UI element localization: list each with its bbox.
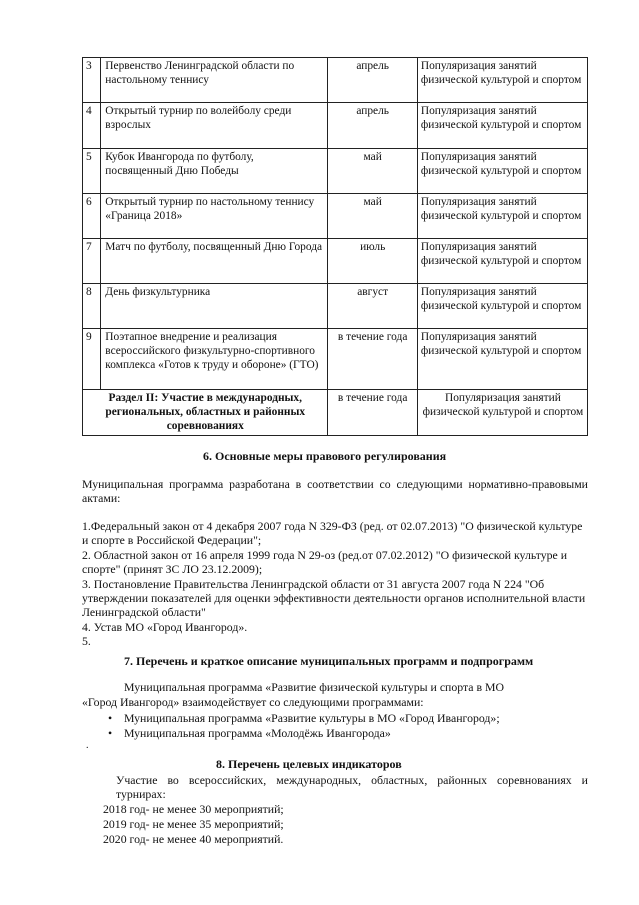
event-goal: Популяризация занятий физической культурой и спортом bbox=[417, 284, 587, 329]
table-row bbox=[83, 149, 588, 194]
event-name: Кубок Ивангорода по футболу, посвященный Дню Победы bbox=[101, 149, 328, 194]
bullet-icon: • bbox=[108, 711, 113, 725]
law-item-3: 3. Постановление Правительства Ленинградской области от 31 августа 2007 года N 224 "Об утверждении показателей для оценки эффективности деятельности органов исполнительной власти Ленинградской области" bbox=[82, 577, 586, 619]
bullet-icon: • bbox=[108, 726, 113, 740]
program-name: Муниципальная программа «Развитие культуры в МО «Город Ивангород»; bbox=[123, 711, 500, 725]
row-number: 9 bbox=[83, 329, 101, 390]
event-date: май bbox=[328, 149, 417, 194]
event-date: в течение года bbox=[328, 329, 417, 390]
section-row bbox=[83, 390, 588, 436]
program-bullet-2 bbox=[108, 726, 391, 740]
section-8-heading: 8. Перечень целевых индикаторов bbox=[216, 757, 402, 771]
program-bullet-1 bbox=[108, 711, 500, 725]
sec7-line-1: Муниципальная программа «Развитие физической культуры и спорта в МО bbox=[124, 680, 505, 694]
event-name: Матч по футболу, посвященный Дню Города bbox=[101, 239, 328, 284]
table-row bbox=[83, 194, 588, 239]
event-date: август bbox=[328, 284, 417, 329]
row-number: 5 bbox=[83, 149, 101, 194]
stray-dot-mark: . bbox=[86, 740, 89, 751]
section-date: в течение года bbox=[328, 390, 417, 436]
event-goal: Популяризация занятий физической культурой и спортом bbox=[417, 149, 587, 194]
sec8-line-1 bbox=[116, 773, 588, 787]
law-item-4: 4. Устав МО «Город Ивангород». bbox=[82, 620, 248, 634]
events-table bbox=[82, 57, 588, 436]
event-date: апрель bbox=[328, 58, 417, 103]
event-date: май bbox=[328, 194, 417, 239]
event-name: Открытый турнир по настольному теннису «Граница 2018» bbox=[101, 194, 328, 239]
table-row bbox=[83, 284, 588, 329]
law-item-1: 1.Федеральный закон от 4 декабря 2007 года N 329-ФЗ (ред. от 02.07.2013) "О физической культуре и спорте в Российской Федерации"; bbox=[82, 519, 583, 547]
event-goal: Популяризация занятий физической культурой и спортом bbox=[417, 239, 587, 284]
row-number: 8 bbox=[83, 284, 101, 329]
event-name: Поэтапное внедрение и реализация всероссийского физкультурно-спортивного комплекса «Готов к труду и обороне» (ГТО) bbox=[101, 329, 328, 390]
table-row bbox=[83, 103, 588, 149]
law-item-2: 2. Областной закон от 16 апреля 1999 года N 29-оз (ред.от 07.02.2012) "О физической культуре и спорте" (принят ЗС ЛО 23.12.2009); bbox=[82, 548, 568, 576]
sec7-line-2: «Город Ивангород» взаимодействует со следующими программами: bbox=[82, 695, 424, 709]
event-name: День физкультурника bbox=[101, 284, 328, 329]
sec8-line-1-text: Участие во всероссийских, международных, областных, районных соревнованиях и bbox=[116, 773, 588, 787]
event-name: Первенство Ленинградской области по настольному теннису bbox=[101, 58, 328, 103]
row-number: 4 bbox=[83, 103, 101, 149]
section-6-heading: 6. Основные меры правового регулирования bbox=[203, 449, 447, 463]
sec6-intro-text: Муниципальная программа разработана в соответствии со следующими нормативно-правовыми актами: bbox=[82, 477, 588, 505]
target-2020: 2020 год- не менее 40 мероприятий. bbox=[103, 832, 284, 846]
program-name: Муниципальная программа «Молодёжь Ивангорода» bbox=[123, 726, 391, 740]
table-row bbox=[83, 58, 588, 103]
event-date: апрель bbox=[328, 103, 417, 149]
row-number: 6 bbox=[83, 194, 101, 239]
section-goal: Популяризация занятий физической культурой и спортом bbox=[417, 390, 587, 436]
section-7-heading: 7. Перечень и краткое описание муниципальных программ и подпрограмм bbox=[124, 654, 534, 668]
table-row bbox=[83, 239, 588, 284]
row-number: 7 bbox=[83, 239, 101, 284]
target-2018: 2018 год- не менее 30 мероприятий; bbox=[103, 802, 284, 816]
sec6-intro bbox=[82, 477, 588, 505]
event-name: Открытый турнир по волейболу среди взрослых bbox=[101, 103, 328, 149]
event-goal: Популяризация занятий физической культурой и спортом bbox=[417, 329, 587, 390]
event-goal: Популяризация занятий физической культурой и спортом bbox=[417, 58, 587, 103]
event-date: июль bbox=[328, 239, 417, 284]
sec8-line-2: турнирах: bbox=[116, 787, 166, 801]
table-row bbox=[83, 329, 588, 390]
row-number: 3 bbox=[83, 58, 101, 103]
event-goal: Популяризация занятий физической культурой и спортом bbox=[417, 194, 587, 239]
section-title: Раздел II: Участие в международных, региональных, областных и районных соревнованиях bbox=[83, 390, 328, 436]
event-goal: Популяризация занятий физической культурой и спортом bbox=[417, 103, 587, 149]
law-item-5: 5. bbox=[82, 634, 91, 648]
target-2019: 2019 год- не менее 35 мероприятий; bbox=[103, 817, 284, 831]
